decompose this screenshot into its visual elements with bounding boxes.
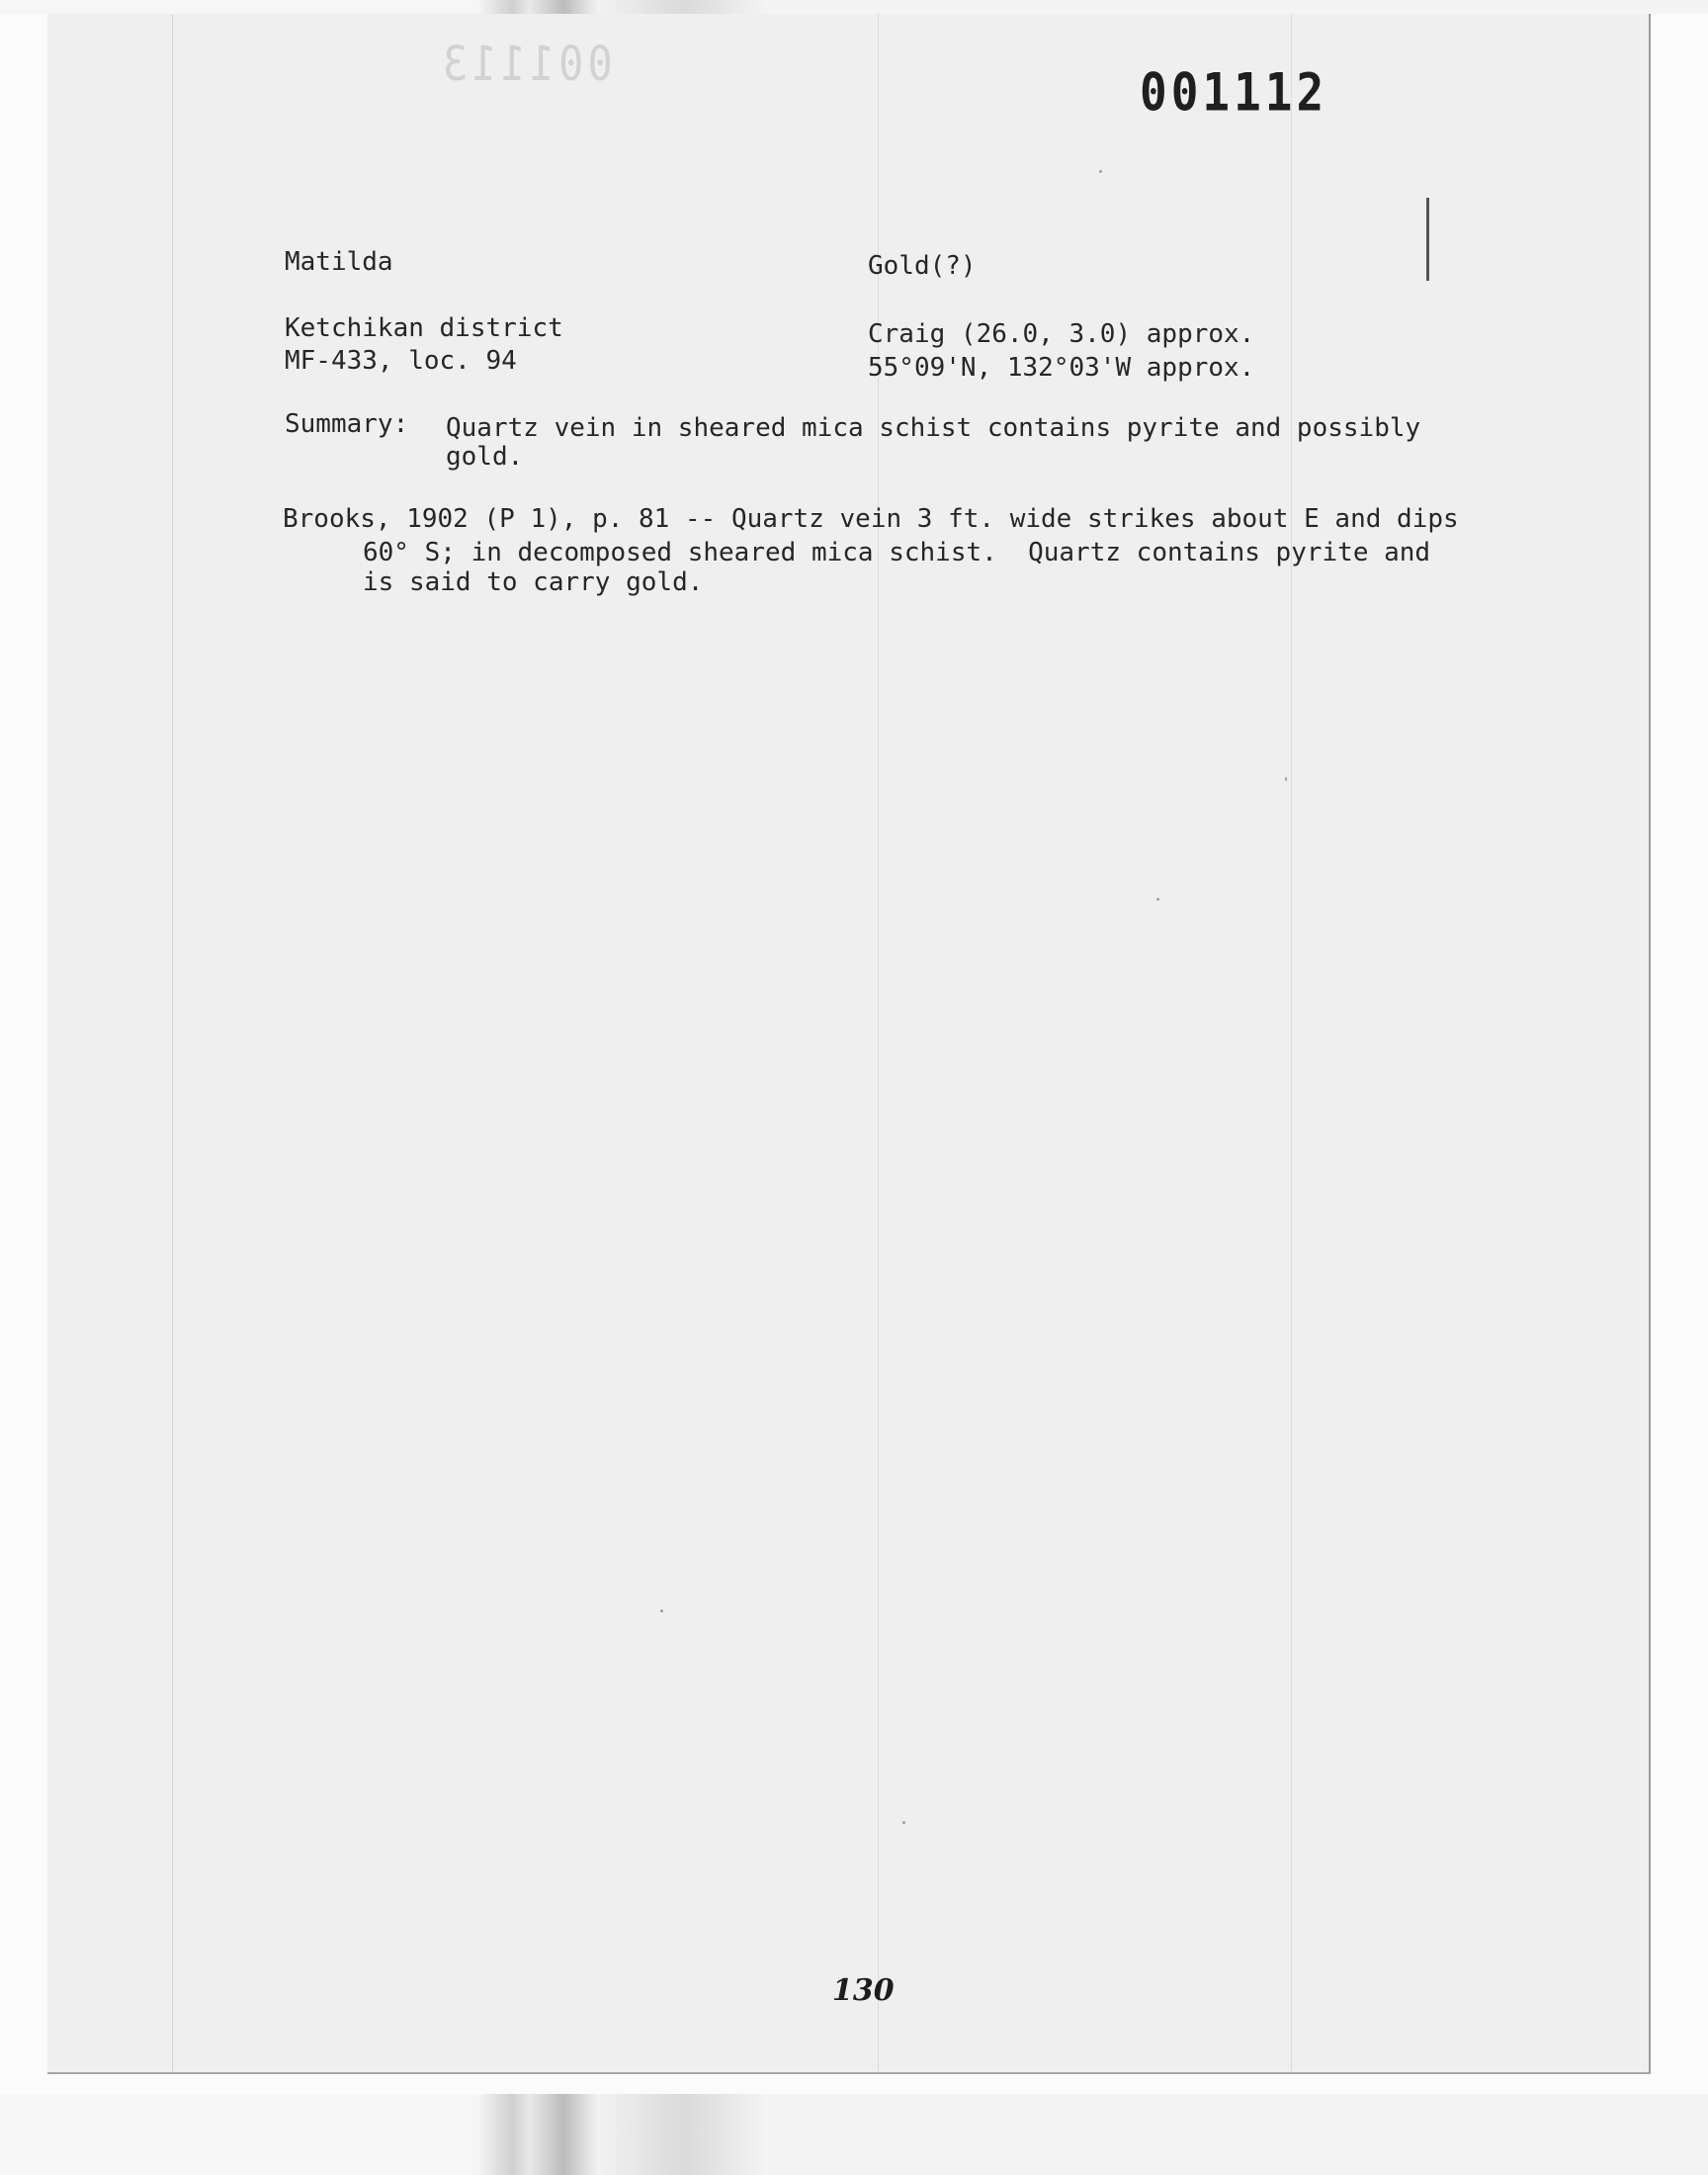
summary-line-2: gold. — [446, 442, 524, 472]
map-reference: MF-433, loc. 94 — [285, 346, 517, 376]
summary-label: Summary: — [285, 409, 409, 439]
coordinates: 55°09'N, 132°03'W approx. — [868, 353, 1255, 383]
scan-line-left — [172, 14, 173, 2072]
commodity: Gold(?) — [868, 251, 977, 281]
reference-line-3: is said to carry gold. — [363, 567, 704, 597]
scan-speck — [902, 1821, 905, 1824]
handwritten-page-number: 130 — [832, 1973, 895, 2008]
quadrangle: Craig (26.0, 3.0) approx. — [868, 319, 1255, 349]
summary-line-1: Quartz vein in sheared mica schist contains pyrite and possibly — [446, 413, 1421, 443]
scan-speck — [1099, 170, 1102, 173]
scan-line-right — [1291, 14, 1292, 2072]
reference-line-2: 60° S; in decomposed sheared mica schist. Quartz contains pyrite and — [363, 538, 1431, 567]
top-scan-edge — [0, 0, 1708, 14]
scan-speck — [1285, 777, 1287, 781]
scan-speck — [660, 1610, 663, 1612]
scan-speck — [1156, 898, 1159, 901]
deposit-name: Matilda — [285, 247, 393, 277]
district: Ketchikan district — [285, 313, 563, 343]
margin-mark — [1426, 198, 1429, 281]
ghost-stamp-number: 001113 — [439, 36, 613, 92]
document-stamp-number: 001112 — [1140, 60, 1328, 124]
bottom-scan-edge — [0, 2094, 1708, 2175]
reference-line-1: Brooks, 1902 (P 1), p. 81 -- Quartz vein 3 ft. wide strikes about E and dips — [283, 504, 1459, 534]
